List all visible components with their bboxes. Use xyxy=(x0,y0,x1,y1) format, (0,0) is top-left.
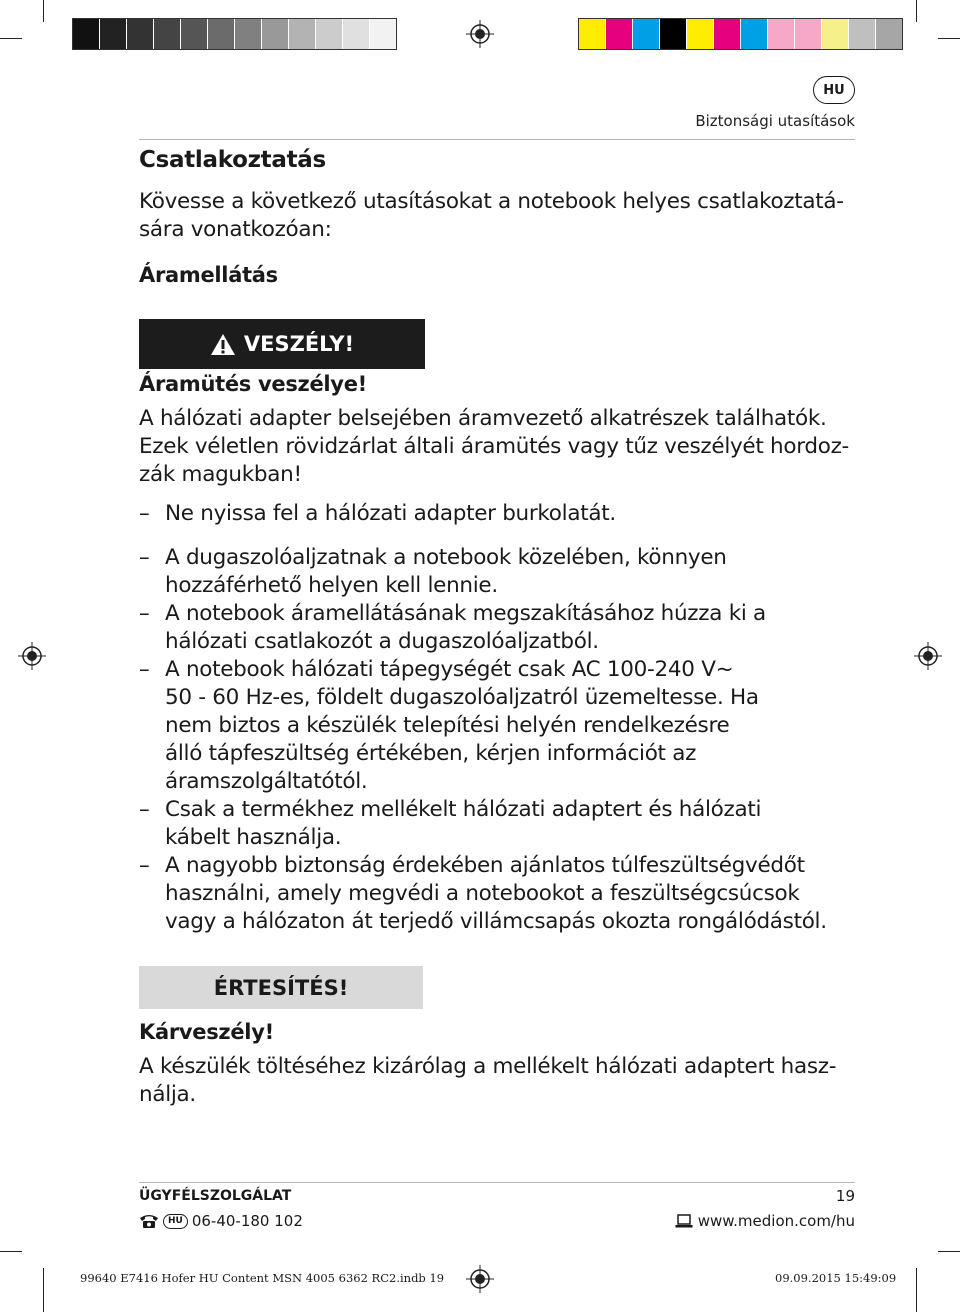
phone-number: 06-40-180 102 xyxy=(191,1212,303,1230)
section-title: Csatlakoztatás xyxy=(139,147,326,173)
danger-line: zák magukban! xyxy=(139,462,302,487)
color-swatch xyxy=(768,19,795,49)
color-swatch xyxy=(606,19,633,49)
danger-description xyxy=(139,405,855,489)
danger-label: VESZÉLY! xyxy=(243,332,355,356)
registration-mark-icon xyxy=(18,642,46,670)
notice-line: A készülék töltéséhez kizárólag a mellékelt hálózati adaptert hasz- xyxy=(139,1054,837,1079)
color-swatch xyxy=(235,19,262,49)
language-badge: HU xyxy=(813,76,855,104)
process-color-bar xyxy=(578,18,903,50)
page-number: 19 xyxy=(835,1187,855,1205)
color-swatch xyxy=(370,19,396,49)
list-item-line: nem biztos a készülék telepítési helyén rendelkezésre xyxy=(165,713,730,738)
danger-line: Ezek véletlen rövidzárlat általi áramütés vagy tűz veszélyét hordoz- xyxy=(139,434,850,459)
laptop-icon xyxy=(675,1214,693,1228)
color-swatch xyxy=(849,19,876,49)
list-item-line: Csak a termékhez mellékelt hálózati adaptert és hálózati xyxy=(165,797,762,822)
list-item xyxy=(139,600,855,656)
color-swatch xyxy=(660,19,687,49)
notice-title: Kárveszély! xyxy=(139,1020,274,1044)
color-swatch xyxy=(343,19,370,49)
footer-divider xyxy=(139,1182,855,1183)
service-label: ÜGYFÉLSZOLGÁLAT xyxy=(139,1188,292,1204)
list-dash: – xyxy=(139,657,150,682)
list-item xyxy=(139,544,855,600)
header-divider xyxy=(139,139,855,140)
color-swatch xyxy=(100,19,127,49)
color-swatch xyxy=(289,19,316,49)
list-item-line: vagy a hálózaton át terjedő villámcsapás okozta rongálódástól. xyxy=(165,909,827,934)
notice-line: nálja. xyxy=(139,1082,196,1107)
color-swatch xyxy=(633,19,660,49)
danger-line: A hálózati adapter belsejében áramvezető alkatrészek találhatók. xyxy=(139,406,827,431)
color-swatch xyxy=(822,19,849,49)
color-swatch xyxy=(579,19,606,49)
telephone-icon xyxy=(139,1213,159,1229)
color-swatch xyxy=(316,19,343,49)
list-item-line: A dugaszolóaljzatnak a notebook közelében, könnyen xyxy=(165,545,727,570)
list-item-line: áramszolgáltatótól. xyxy=(165,769,368,794)
list-dash: – xyxy=(139,601,150,626)
registration-mark-icon xyxy=(466,1265,494,1293)
list-dash: – xyxy=(139,501,150,526)
slug-datetime: 09.09.2015 15:49:09 xyxy=(775,1271,897,1285)
color-swatch xyxy=(741,19,768,49)
list-dash: – xyxy=(139,853,150,878)
subheading: Áramellátás xyxy=(139,263,278,287)
intro-line: sára vonatkozóan: xyxy=(139,217,332,242)
color-swatch xyxy=(127,19,154,49)
list-item xyxy=(139,500,855,528)
list-item-line: álló tápfeszültség értékében, kérjen információt az xyxy=(165,741,697,766)
notice-label: ÉRTESÍTÉS! xyxy=(213,975,349,1000)
service-website xyxy=(675,1212,855,1230)
service-phone xyxy=(139,1212,303,1230)
list-item-line: A nagyobb biztonság érdekében ajánlatos túlfeszültségvédőt xyxy=(165,853,805,878)
intro-paragraph xyxy=(139,188,855,244)
list-dash: – xyxy=(139,545,150,570)
phone-country-badge: HU xyxy=(163,1214,188,1229)
running-head: Biztonsági utasítások xyxy=(695,112,855,130)
notice-label-box xyxy=(139,966,423,1009)
grayscale-color-bar xyxy=(72,18,397,50)
color-swatch xyxy=(181,19,208,49)
list-item xyxy=(139,852,855,936)
list-item-line: hozzáférhető helyen kell lennie. xyxy=(165,573,498,598)
warning-triangle-icon xyxy=(210,333,236,356)
notice-description xyxy=(139,1053,855,1109)
danger-instruction-list xyxy=(139,500,855,936)
slug-filename: 99640 E7416 Hofer HU Content MSN 4005 6362 RC2.indb 19 xyxy=(80,1271,445,1285)
list-item-line: A notebook áramellátásának megszakításához húzza ki a xyxy=(165,601,766,626)
website-url[interactable]: www.medion.com/hu xyxy=(697,1212,855,1230)
danger-label-box xyxy=(139,319,425,369)
list-item xyxy=(139,796,855,852)
color-swatch xyxy=(208,19,235,49)
registration-mark-icon xyxy=(914,642,942,670)
color-swatch xyxy=(154,19,181,49)
list-item-line: hálózati csatlakozót a dugaszolóaljzatból. xyxy=(165,629,599,654)
list-item-line: 50 - 60 Hz-es, földelt dugaszolóaljzatról üzemeltesse. Ha xyxy=(165,685,759,710)
list-item xyxy=(139,656,855,796)
intro-line: Kövesse a következő utasításokat a notebook helyes csatlakoztatá- xyxy=(139,189,844,214)
list-item-line: Ne nyissa fel a hálózati adapter burkolatát. xyxy=(165,501,616,526)
registration-mark-icon xyxy=(466,20,494,48)
list-item-line: A notebook hálózati tápegységét csak AC 100-240 V~ xyxy=(165,657,734,682)
list-item-line: kábelt használja. xyxy=(165,825,342,850)
color-swatch xyxy=(876,19,902,49)
danger-title: Áramütés veszélye! xyxy=(139,372,367,396)
color-swatch xyxy=(795,19,822,49)
color-swatch xyxy=(73,19,100,49)
list-item-line: használni, amely megvédi a notebookot a feszültségcsúcsok xyxy=(165,881,800,906)
list-dash: – xyxy=(139,797,150,822)
color-swatch xyxy=(262,19,289,49)
color-swatch xyxy=(714,19,741,49)
color-swatch xyxy=(687,19,714,49)
